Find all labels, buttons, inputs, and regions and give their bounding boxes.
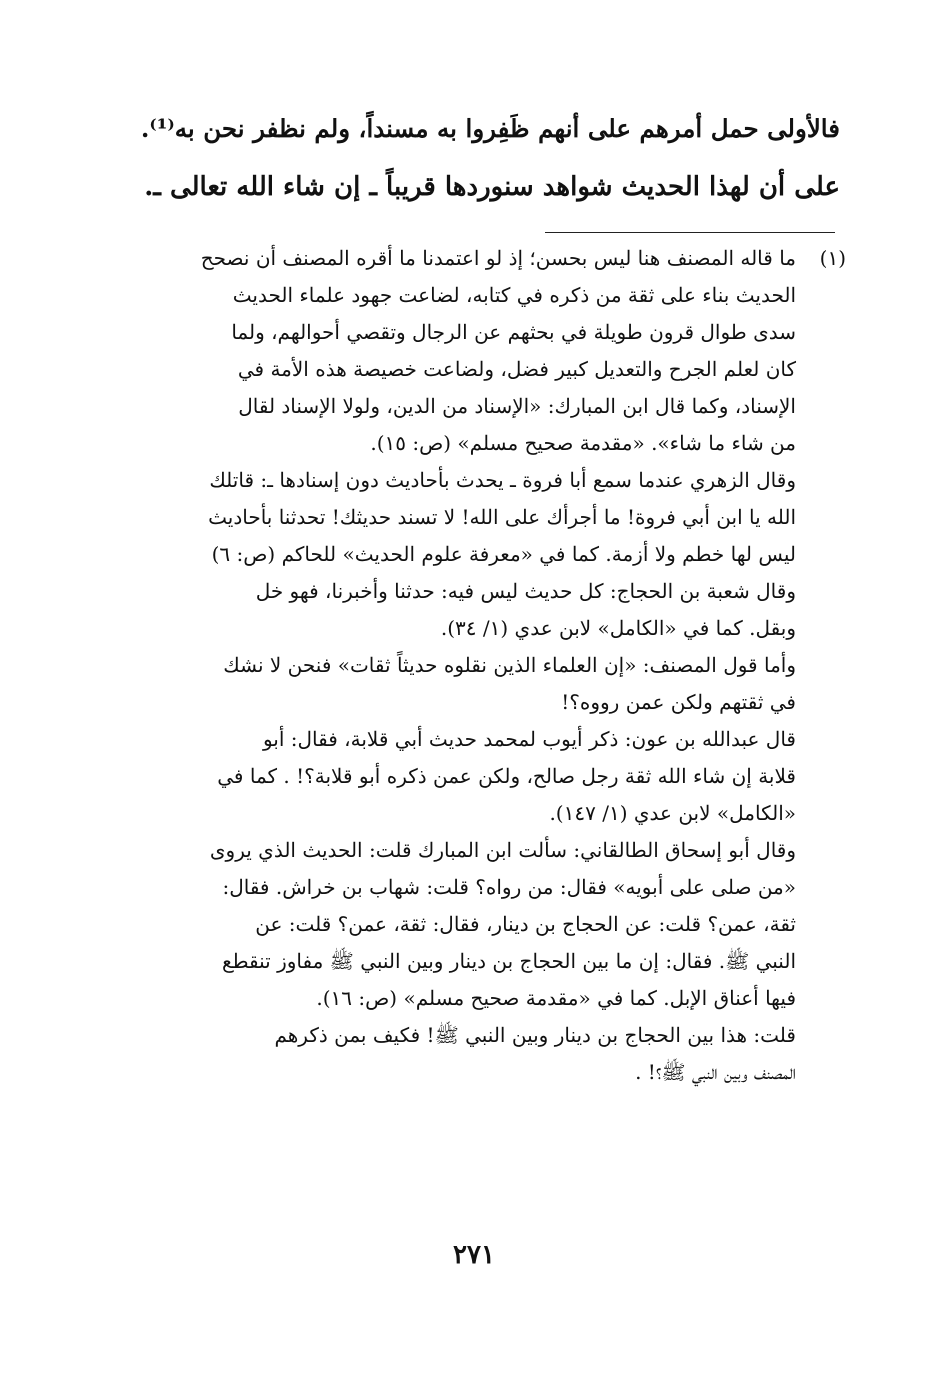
footnote-line: سدى طوال قرون طويلة في بحثهم عن الرجال وتقصي أحوالهم، ولما <box>231 320 796 344</box>
footnote-separator <box>545 232 835 233</box>
footnote-line: «من صلى على أبويه» فقال: من رواه؟ قلت: شهاب بن خراش. فقال: <box>222 875 796 899</box>
footnote-line: «الكامل» لابن عدي (١/ ١٤٧). <box>549 801 796 825</box>
footnote-line: قلابة إن شاء الله ثقة رجل صالح، ولكن عمن ذكره أبو قلابة؟! . كما في <box>217 764 796 788</box>
main-text-line: فالأولى حمل أمرهم على أنهم ظَفِروا به مسنداً، ولم نظفر نحن به⁽¹⁾. <box>140 114 840 143</box>
footnote-line: من شاء ما شاء». «مقدمة صحيح مسلم» (ص: ١٥). <box>370 431 796 455</box>
footnote-line: قلت: هذا بين الحجاج بن دينار وبين النبي ﷺ! فكيف بمن ذكرهم <box>274 1023 796 1047</box>
footnote-line: كان لعلم الجرح والتعديل كبير فضل، ولضاعت خصيصة هذه الأمة في <box>237 357 796 381</box>
footnote-line: ليس لها خطم ولا أزمة. كما في «معرفة علوم الحديث» للحاكم (ص: ٦) <box>211 542 796 566</box>
footnote <box>138 240 846 1091</box>
footnote-line: وبقل. كما في «الكامل» لابن عدي (١/ ٣٤). <box>440 616 796 640</box>
footnote-line: فيها أعناق الإبل. كما في «مقدمة صحيح مسلم» (ص: ١٦). <box>316 986 796 1010</box>
footnote-line: وقال أبو إسحاق الطالقاني: سألت ابن المبارك قلت: الحديث الذي يروى <box>209 838 796 862</box>
footnote-line: وأما قول المصنف: «إن العلماء الذين نقلوه حديثاً ثقات» فنحن لا نشك <box>223 653 796 677</box>
footnote-line: وقال الزهري عندما سمع أبا فروة ـ يحدث بأحاديث دون إسنادها ـ: قاتلك <box>209 468 796 492</box>
footnote-line: قال عبدالله بن عون: ذكر أيوب لمحمد حديث أبي قلابة، فقال: أبو <box>262 727 796 751</box>
footnote-line: ما قاله المصنف هنا ليس بحسن؛ إذ لو اعتمدنا ما أقره المصنف أن نصحح <box>200 246 796 270</box>
footnote-line: النبي ﷺ. فقال: إن ما بين الحجاج بن دينار وبين النبي ﷺ مفاوز تنقطع <box>221 949 796 973</box>
footnote-line: الحديث بناء على ثقة من ذكره في كتابه، لضاعت جهود علماء الحديث <box>232 283 796 307</box>
footnote-line: ثقة، عمن؟ قلت: عن الحجاج بن دينار، فقال: ثقة، عمن؟ قلت: عن <box>255 912 796 936</box>
main-text <box>140 100 840 216</box>
footnote-line: الإسناد، وكما قال ابن المبارك: «الإسناد من الدين، ولولا الإسناد لقال <box>238 394 796 418</box>
footnote-line: المصنف وبين النبي ﷺ؟! . <box>635 1060 796 1084</box>
main-text-line: على أن لهذا الحديث شواهد سنوردها قريباً ـ إن شاء الله تعالى ـ. <box>144 172 840 202</box>
footnote-line: وقال شعبة بن الحجاج: كل حديث ليس فيه: حدثنا وأخبرنا، فهو خل <box>255 579 796 603</box>
footnote-line: الله يا ابن أبي فروة! ما أجرأك على الله! لا تسند حديثك! تحدثنا بأحاديث <box>208 505 796 529</box>
footnote-marker: (١) <box>819 246 846 270</box>
page-number: ٢٧١ <box>453 1240 495 1270</box>
footnote-line: في ثقتهم ولكن عمن رووه؟! <box>561 690 796 714</box>
